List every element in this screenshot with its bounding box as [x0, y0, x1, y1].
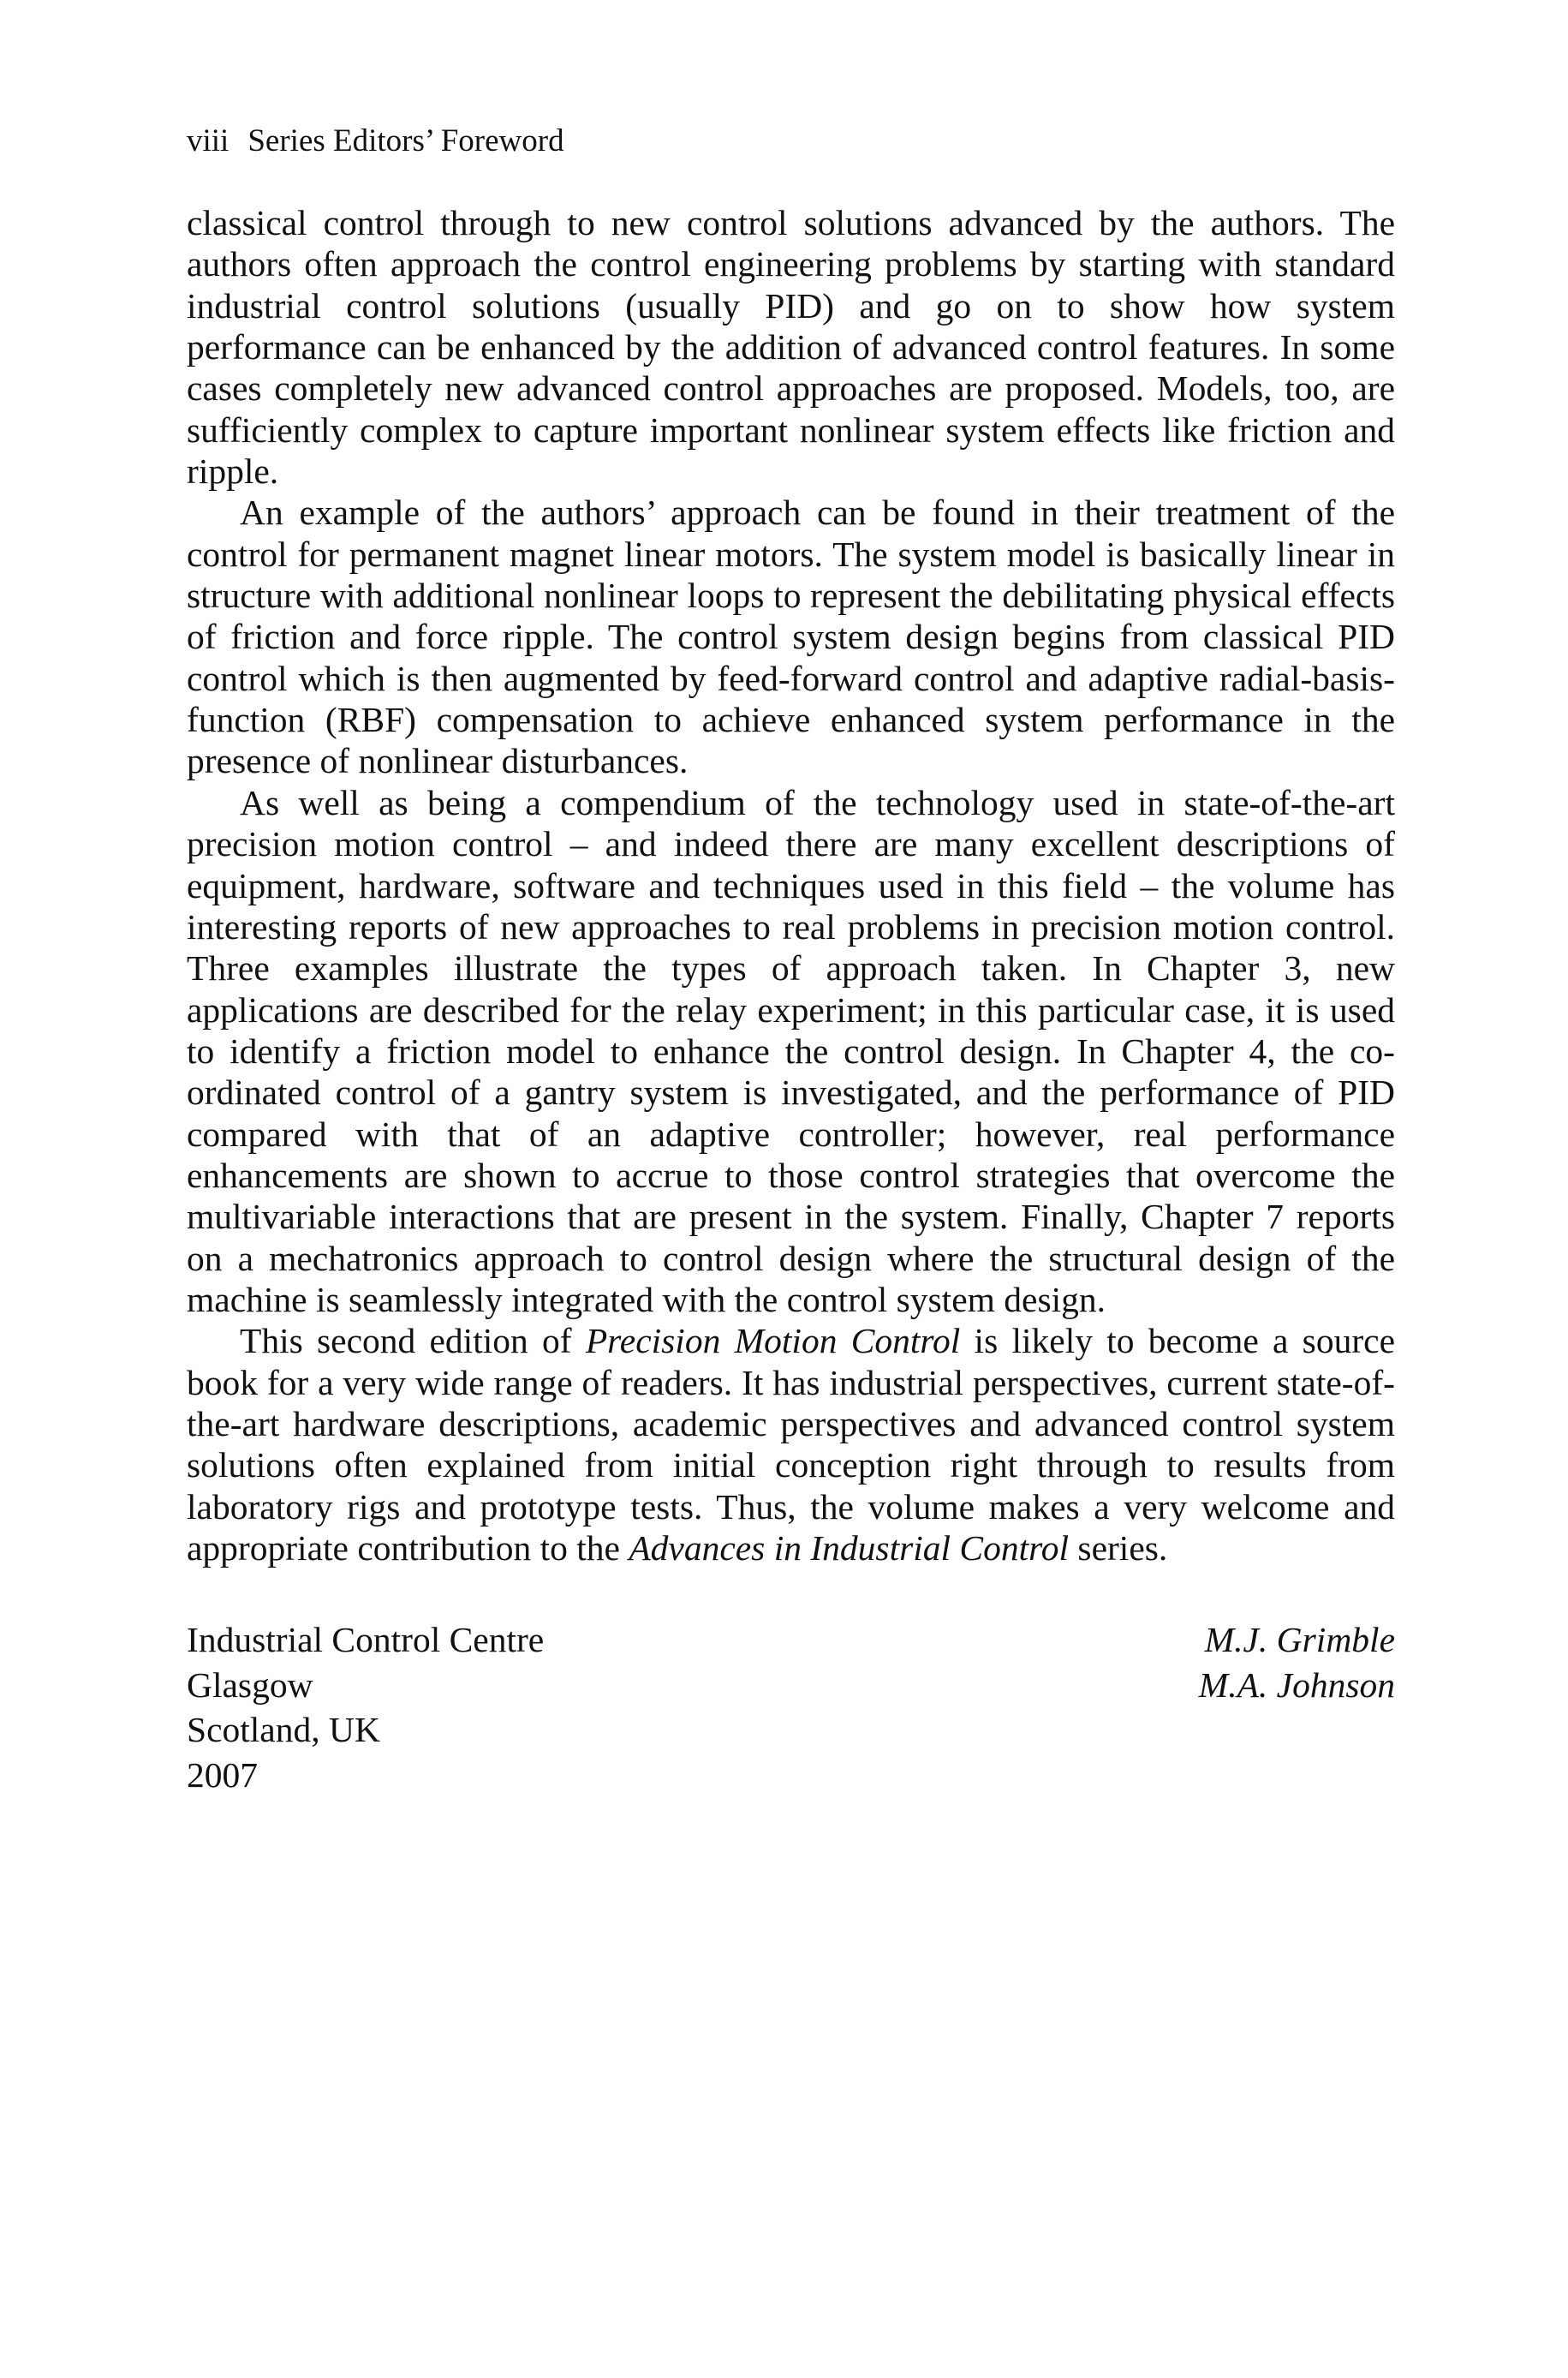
- editor-name-2: M.A. Johnson: [1198, 1664, 1395, 1705]
- signoff-address: [187, 1617, 544, 1797]
- institution: Industrial Control Centre: [187, 1620, 545, 1659]
- paragraph-4-text-b: is likely to become a source book for a very wide range of readers. It has industrial perspectives, current state-of-the-art hardware descriptions, academic perspectives and advanced control system solutions often explained from initial conception right through to results from laboratory rigs and prototype tests. Thus, the volume makes a very welcome and appropriate contribution to the: [187, 1321, 1395, 1568]
- editor-name-1: M.J. Grimble: [1204, 1620, 1395, 1659]
- signoff-editors: [1199, 1617, 1395, 1707]
- running-title: Series Editors’ Foreword: [247, 123, 564, 158]
- page-number: viii: [187, 123, 230, 158]
- series-title: Advances in Industrial Control: [629, 1528, 1070, 1568]
- paragraph-2: An example of the authors’ approach can be found in their treatment of the control for permanent magnet linear motors. The system model is basically linear in structure with additional nonlinear loops to represent the debilitating physical effects of friction and force ripple. The control system design begins from classical PID control which is then augmented by feed-forward control and adaptive radial-basis-function (RBF) compensation to achieve enhanced system performance in the presence of nonlinear disturbances.: [187, 493, 1395, 781]
- paragraph-4: [187, 1320, 1395, 1568]
- paragraph-4-text-a: This second edition of: [240, 1321, 586, 1361]
- paragraph-1: classical control through to new control solutions advanced by the authors. The authors often approach the control engineering problems by starting with standard industrial control solutions (usually PID) and go on to show how system performance can be enhanced by the addition of advanced control features. In some cases completely new advanced control approaches are proposed. Models, too, are sufficiently complex to capture important nonlinear system effects like friction and ripple.: [187, 203, 1395, 492]
- paragraph-4-text-c: series.: [1069, 1528, 1168, 1568]
- paragraph-3: As well as being a compendium of the technology used in state-of-the-art precision motion control – and indeed there are many excellent descriptions of equipment, hardware, software and techniques used in this field – the volume has interesting reports of new approaches to real problems in precision motion control. Three examples illustrate the types of approach taken. In Chapter 3, new applications are described for the relay experiment; in this particular case, it is used to identify a friction model to enhance the control design. In Chapter 4, the co-ordinated control of a gantry system is investigated, and the performance of PID compared with that of an adaptive controller; however, real performance enhancements are shown to accrue to those control strategies that overcome the multivariable interactions that are present in the system. Finally, Chapter 7 reports on a mechatronics approach to control design where the structural design of the machine is seamlessly integrated with the control system design.: [187, 782, 1395, 1319]
- country: Scotland, UK: [187, 1710, 380, 1749]
- foreword-body: [187, 202, 1395, 1568]
- city: Glasgow: [187, 1664, 313, 1705]
- year: 2007: [187, 1754, 258, 1795]
- book-title: Precision Motion Control: [585, 1321, 961, 1361]
- running-head: [187, 121, 564, 162]
